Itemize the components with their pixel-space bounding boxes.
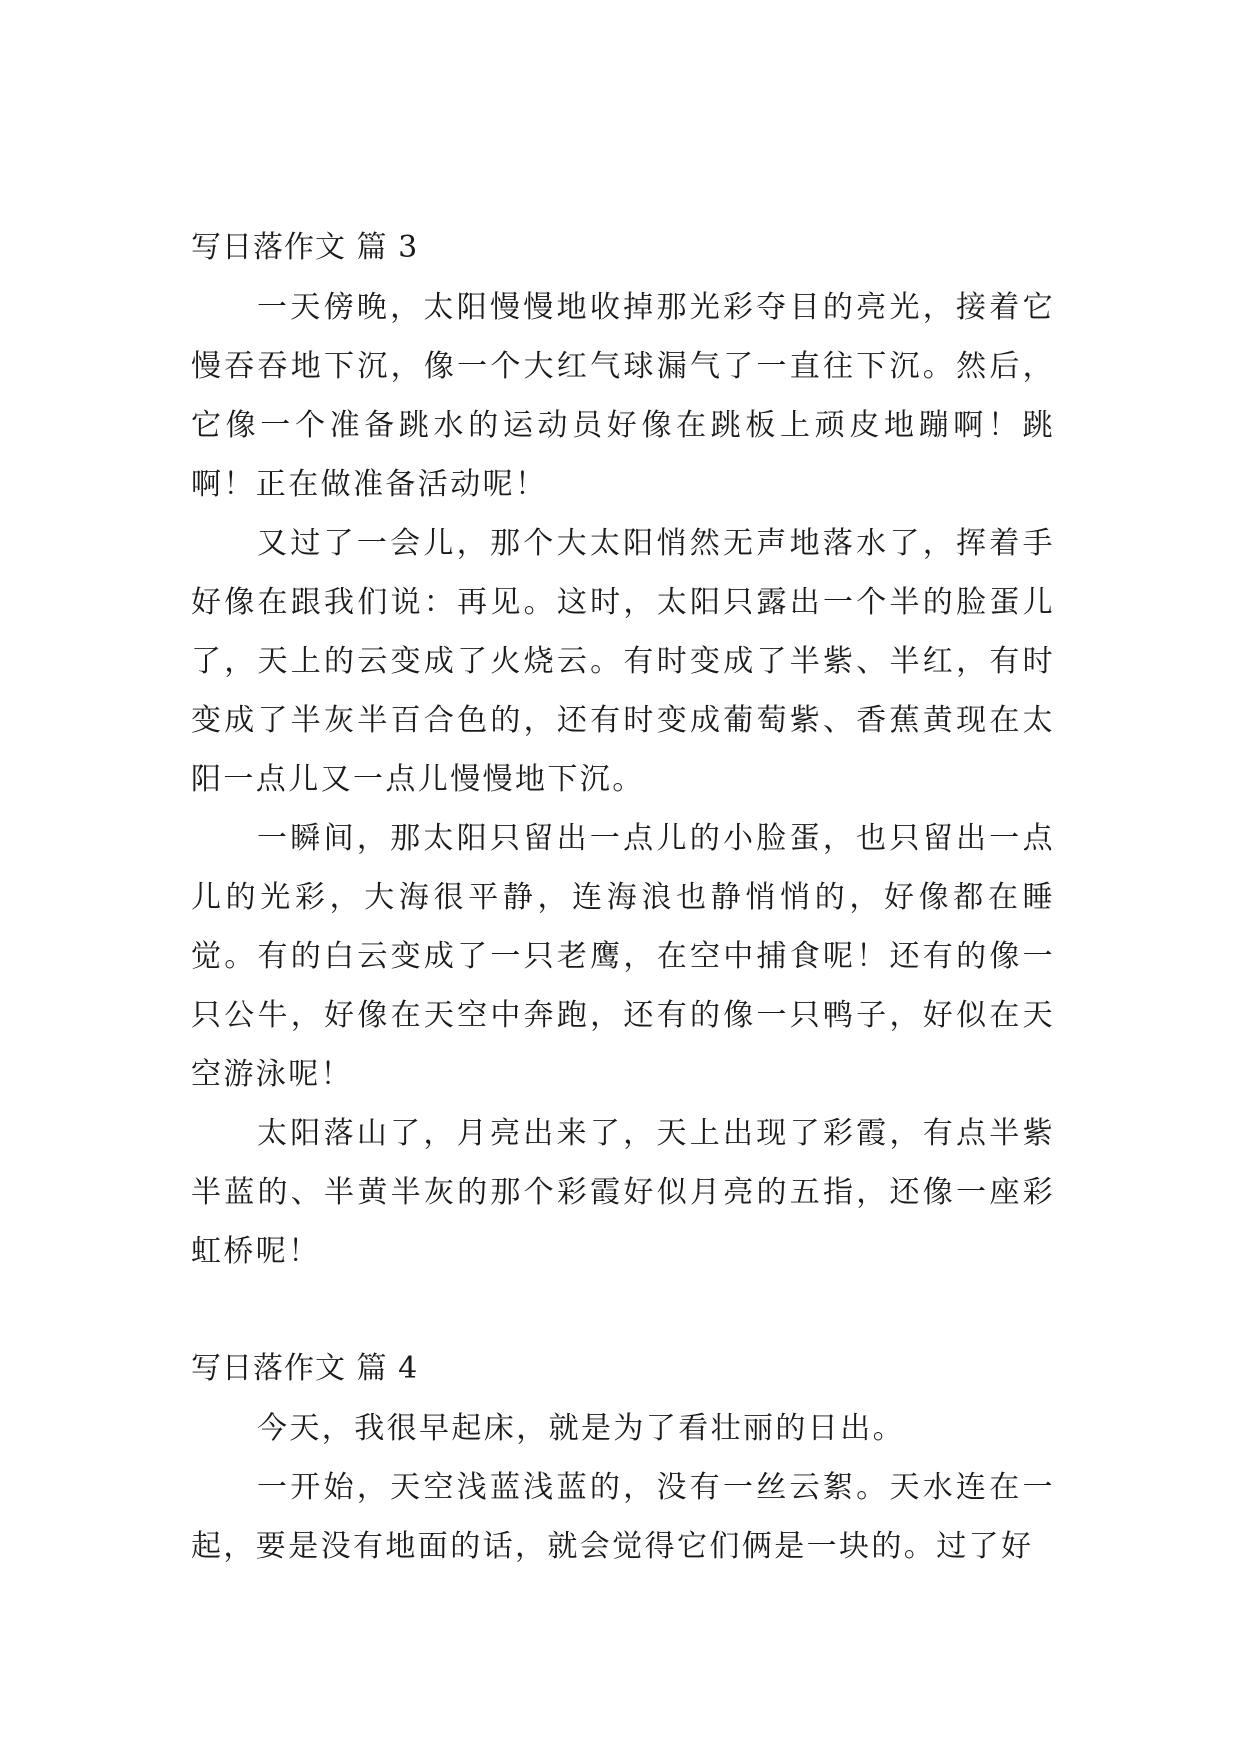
paragraph: 今天，我很早起床，就是为了看壮丽的日出。 (257, 1411, 905, 1446)
paragraph: 一瞬间，那太阳只留出一点儿的小脸蛋，也只留出一点儿的光彩，大海很平静，连海浪也静悄悄的，好像都在睡觉。有的白云变成了一只老鹰，在空中捕食呢！还有的像一只公牛，好像在天空中奔跑，还有的像一只鸭子，好似在天空游泳呢！ (191, 821, 1055, 1092)
essay-section-3 (191, 218, 1055, 1281)
paragraph: 一开始，天空浅蓝浅蓝的，没有一丝云絮。天水连在一起，要是没有地面的话，就会觉得它们俩是一块的。过了好 (191, 1470, 1055, 1564)
paragraph: 太阳落山了，月亮出来了，天上出现了彩霞，有点半紫半蓝的、半黄半灰的那个彩霞好似月亮的五指，还像一座彩虹桥呢！ (191, 1116, 1055, 1269)
section-title: 写日落作文 篇 3 (191, 230, 419, 265)
document-body (191, 218, 1055, 1576)
paragraph: 又过了一会儿，那个大太阳悄然无声地落水了，挥着手好像在跟我们说：再见。这时，太阳只露出一个半的脸蛋儿了，天上的云变成了火烧云。有时变成了半紫、半红，有时变成了半灰半百合色的，还有时变成葡萄紫、香蕉黄现在太阳一点儿又一点儿慢慢地下沉。 (191, 526, 1055, 797)
paragraph: 一天傍晚，太阳慢慢地收掉那光彩夺目的亮光，接着它慢吞吞地下沉，像一个大红气球漏气了一直往下沉。然后，它像一个准备跳水的运动员好像在跳板上顽皮地蹦啊！跳啊！正在做准备活动呢！ (191, 290, 1055, 502)
section-title: 写日落作文 篇 4 (191, 1351, 419, 1386)
essay-section-4 (191, 1339, 1055, 1576)
